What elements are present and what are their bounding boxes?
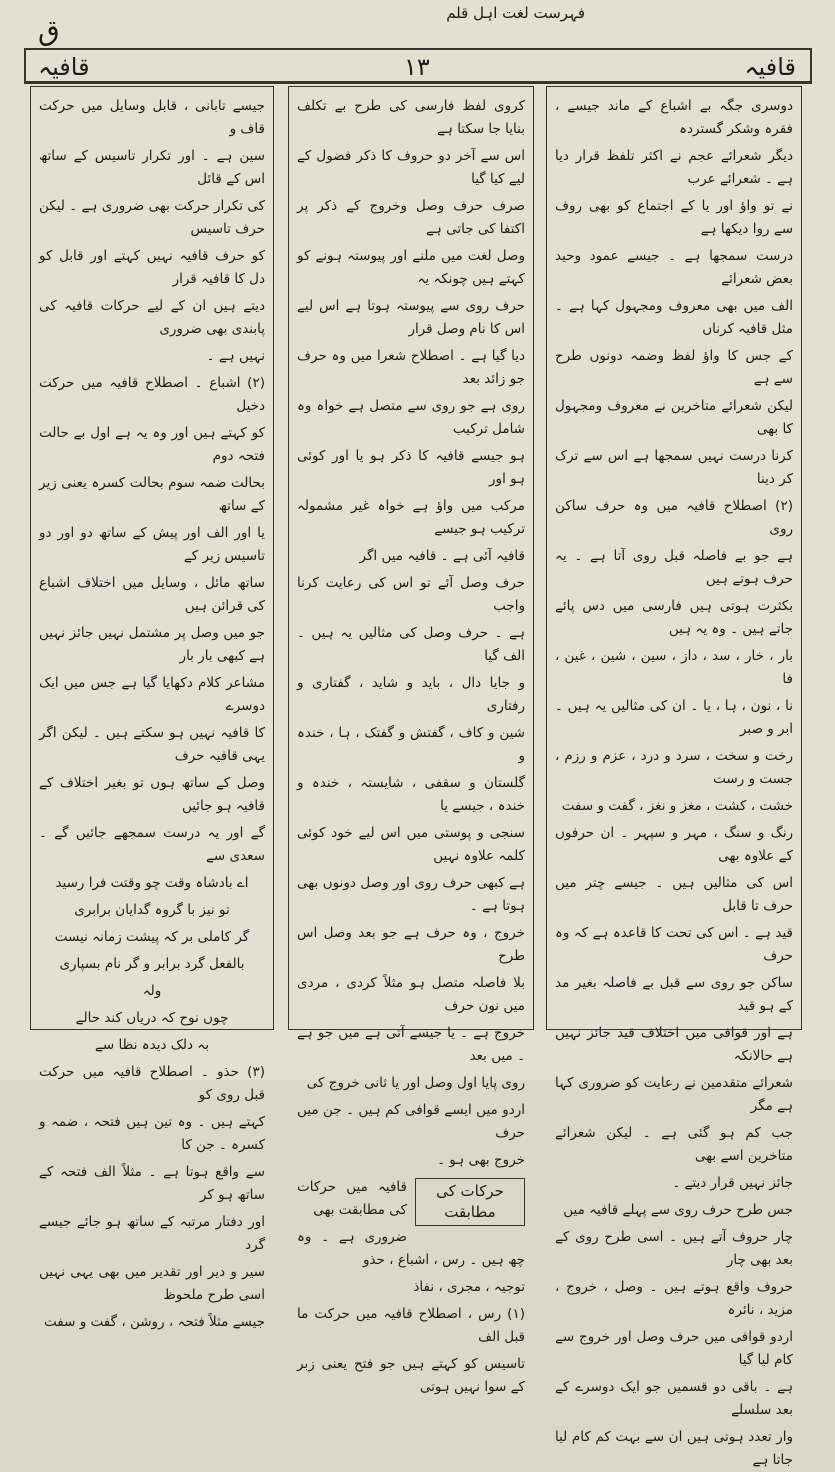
text-line: جس طرح حرف روی سے پہلے قافیہ میں [563, 1202, 793, 1218]
text-line: قید ہے ۔ اس کی تحت کا قاعدہ ہے کہ وہ حرف [555, 925, 793, 964]
page-number: ۱۳ [404, 53, 430, 81]
text-line: (۱) رس ، اصطلاح قافیہ میں حرکت ما قبل الف [297, 1306, 525, 1345]
text-line: قافیہ آئی ہے ۔ قافیہ میں اگر [359, 548, 525, 564]
text-line: تو نیز با گروہ گدایان برابری [74, 902, 230, 918]
text-line: مرکب میں واؤ ہے خواہ غیر مشمولہ ترکیب ہو جیسے [297, 498, 525, 537]
text-line: رخت و سخت ، سرد و درد ، عزم و رزم ، جست و رست [555, 748, 793, 787]
text-line: دیا گیا ہے ۔ اصطلاح شعرا میں وہ حرف جو زائد بعد [297, 348, 525, 387]
text-line: ہے ۔ حرف وصل کی مثالیں یہ ہیں ۔ الف گیا [297, 625, 525, 664]
text-line: ہے اور قوافی میں اختلاف قید جائز نہیں ہے حالانکہ [555, 1025, 793, 1064]
text-line: کو کہتے ہیں اور وہ یہ ہے اول بے حالت فتحہ دوم [39, 425, 265, 464]
text-line: جو میں وصل پر مشتمل نہیں جائز نہیں ہے کبھی بار بار [39, 625, 265, 664]
text-line: بہ دلک دیدہ نظا سے [95, 1037, 209, 1053]
text-line: اس سے آخر دو حروف کا ذکر فضول کے لیے کیا گیا [297, 148, 525, 187]
text-line: بار ، خار ، سد ، داز ، سین ، شین ، غین ، فا [555, 648, 793, 687]
text-line: گلستان و سقفی ، شایستہ ، خندہ و خندہ ، جیسے یا [297, 775, 525, 814]
text-column-right [546, 86, 802, 1468]
header-title-right: قافیہ [744, 53, 796, 81]
text-line: تاسیس کو کہتے ہیں جو فتح یعنی زبر کے سوا نہیں ہوتی [297, 1356, 525, 1395]
text-line: چوں نوح کہ دریاں کند حالے [75, 1010, 229, 1026]
text-line: کروی لفظ فارسی کی طرح بے تکلف بنایا جا سکتا ہے [297, 98, 525, 137]
text-line: توجیہ ، مجری ، نفاذ [413, 1279, 525, 1295]
text-line: نہیں ہے ۔ [206, 348, 265, 364]
text-line: الف میں بھی معروف ومجہول کہا ہے ۔ مثل قافیہ کرناں [555, 298, 793, 337]
text-line: رنگ و سنگ ، مہر و سپہر ۔ ان حرفوں کے علاوہ بھی [555, 825, 793, 864]
text-line: ہے جو بے فاصلہ قبل روی آتا ہے ۔ یہ حرف ہوتے ہیں [555, 548, 793, 587]
text-line: اردو قوافی میں حرف وصل اور خروج سے کام لیا گیا [555, 1329, 793, 1368]
text-line: یا اور الف اور پیش کے ساتھ دو اور دو تاسیس زیر کے [39, 525, 265, 564]
text-line: ہو جیسے قافیہ کا ذکر ہو یا اور کوئی ہو اور [297, 448, 525, 487]
text-line: حروف واقع ہوتے ہیں ۔ وصل ، خروج ، مزید ، نائرہ [555, 1279, 793, 1318]
text-line: ضروری ہے ۔ وہ چھ ہیں ۔ رس ، اشباع ، حذو [297, 1229, 525, 1268]
header-title-left: قافیہ [38, 53, 90, 81]
text-line: درست سمجھا ہے ۔ جیسے عمود وحید بعض شعرائے [555, 248, 793, 287]
text-line: سے واقع ہوتا ہے ۔ مثلاً الف فتحہ کے ساتھ ہو کر [39, 1164, 265, 1203]
text-line: جیسے مثلاً فتحہ ، روشن ، گفت و سفت [44, 1314, 265, 1330]
text-line: دوسری جگہ بے اشباع کے ماند جیسے ، فقرہ وشکر گستردہ [555, 98, 793, 137]
text-line: صرف حرف وصل وخروج کے ذکر پر اکتفا کی جاتی ہے [297, 198, 525, 237]
text-line: اے بادشاہ وقت چو وقتت فرا رسید [55, 875, 249, 891]
corner-letter: ق [38, 14, 60, 47]
text-line: حرف وصل آئے تو اس کی رعایت کرنا واجب [297, 575, 525, 614]
text-line: ساکن جو روی سے قبل بے فاصلہ بغیر مد کے ہو قید [555, 975, 793, 1014]
text-line: کا قافیہ نہیں ہو سکتے ہیں ۔ لیکن اگر یہی قافیہ حرف [39, 725, 265, 764]
text-line: کرنا درست نہیں سمجھا ہے اس سے ترک کر دینا [555, 448, 793, 487]
text-line: شین و کاف ، گفتش و گفتک ، ہا ، خندہ و [297, 725, 525, 764]
text-line: بالفعل گرد برابر و گر نام بسپاری [59, 956, 245, 972]
text-line: کو حرف قافیہ نہیں کہتے اور قابل کو دل کا قافیہ قرار [39, 248, 265, 287]
top-header-note: فہرست لغت اہل قلم [446, 4, 585, 22]
text-line: خروج ہے ۔ یا جیسے آتی ہے میں جو ہے ۔ میں بعد [297, 1025, 525, 1064]
text-line: چار حروف آتے ہیں ۔ اسی طرح روی کے بعد بھی چار [555, 1229, 793, 1268]
text-line: دیتے ہیں ان کے لیے حرکات قافیہ کی پابندی بھی ضروری [39, 298, 265, 337]
text-line: گر کاملی بر کہ پیشت زمانہ نیست [54, 929, 250, 945]
text-line: روی ہے جو روی سے متصل ہے خواہ وہ شامل ترکیب [297, 398, 525, 437]
text-line: سین ہے ۔ اور تکرار تاسیس کے ساتھ اس کے قائل [39, 148, 265, 187]
running-header [24, 48, 812, 84]
text-column-left [30, 86, 274, 1330]
text-line: دیگر شعرائے عجم نے اکثر تلفظ قرار دیا ہے ۔ شعرائے عرب [555, 148, 793, 187]
text-line: کہتے ہیں ۔ وہ تین ہیں فتحہ ، ضمہ و کسرہ ۔ جن کا [39, 1114, 265, 1153]
text-line: قافیہ میں حرکات کی مطابقت بھی [297, 1179, 407, 1218]
text-line: نے تو واؤ اور یا کے اجتماع کو بھی روف سے روا دیکھا ہے [555, 198, 793, 237]
text-line: شعرائے متقدمین نے رعایت کو ضروری کہا ہے مگر [555, 1075, 793, 1114]
text-line: (۲) اشباع ۔ اصطلاح قافیہ میں حرکت دخیل [39, 375, 265, 414]
text-line: روی پایا اول وصل اور یا ثانی خروج کی [306, 1075, 525, 1091]
text-line: سیر و دیر اور تقدیر میں بھی یہی نہیں اسی طرح ملحوظ [39, 1264, 265, 1303]
text-line: ساتھ مائل ، وسایل میں اختلاف اشباع کی قرائن ہیں [39, 575, 265, 614]
text-line: خروج ، وہ حرف ہے جو بعد وصل اس طرح [297, 925, 525, 964]
text-line: سنجی و پوستی میں اس لیے خود کوئی کلمہ علاوہ نہیں [297, 825, 525, 864]
text-column-middle [288, 86, 534, 1395]
text-line: کے جس کا واؤ لفظ وضمہ دونوں طرح سے ہے [555, 348, 793, 387]
text-line: گے اور یہ درست سمجھے جائیں گے ۔ سعدی سے [39, 825, 265, 864]
text-line: بکثرت ہوتی ہیں فارسی میں دس پائے جاتے ہیں ۔ وہ یہ ہیں [555, 598, 793, 637]
text-line: اور دفتار مرتبہ کے ساتھ ہو جائے جیسے گرد [39, 1214, 265, 1253]
text-line: بحالت ضمہ سوم بحالت کسرہ یعنی زیر کے ساتھ [39, 475, 265, 514]
text-line: اردو میں ایسے قوافی کم ہیں ۔ جن میں حرف [297, 1102, 525, 1141]
text-line: خروج بھی ہو ۔ [437, 1152, 525, 1168]
text-line: لیکن شعرائے متاخرین نے معروف ومجہول کا بھی [555, 398, 793, 437]
text-line: جب کم ہو گئی ہے ۔ لیکن شعرائے متاخرین اسے بھی [555, 1125, 793, 1164]
text-line: حرف روی سے پیوستہ ہوتا ہے اس لیے اس کا نام وصل قرار [297, 298, 525, 337]
section-heading-box: حرکات کی مطابقت [415, 1178, 525, 1226]
text-line: ہے ۔ باقی دو قسمیں جو ایک دوسرے کے بعد سلسلے [555, 1379, 793, 1418]
text-line: (۳) حذو ۔ اصطلاح قافیہ میں حرکت قبل روی کو [39, 1064, 265, 1103]
text-line: مشاعر کلام دکھایا گیا ہے جس میں ایک دوسرے [39, 675, 265, 714]
text-line: بلا فاصلہ متصل ہو مثلاً کردی ، مردی میں نون حرف [297, 975, 525, 1014]
text-line: کی تکرار حرکت بھی ضروری ہے ۔ لیکن حرف تاسیس [39, 198, 265, 237]
text-line: نا ، نون ، ہا ، یا ۔ ان کی مثالیں یہ ہیں ۔ ابر و صبر [555, 698, 793, 737]
text-line: وصل لغت میں ملنے اور پیوستہ ہونے کو کہتے ہیں چونکہ یہ [297, 248, 525, 287]
text-line: اس کی مثالیں ہیں ۔ جیسے چتر میں حرف تا قابل [555, 875, 793, 914]
text-line: وصل کے ساتھ ہوں تو بغیر اختلاف کے قافیہ ہو جائیں [39, 775, 265, 814]
text-line: وار تعدد ہوتی ہیں ان سے بہت کم کام لیا جاتا ہے [555, 1429, 793, 1468]
text-line: (۲) اصطلاح قافیہ میں وہ حرف ساکن روی [555, 498, 793, 537]
text-line: جیسے تابانی ، قابل وسایل میں حرکت قاف و [39, 98, 265, 137]
text-line: ولہ [142, 983, 162, 999]
text-line: جائز نہیں قرار دیتے ۔ [672, 1175, 793, 1191]
text-line: خشت ، کشت ، مغز و نغز ، گفت و سفت [561, 798, 793, 814]
text-line: و جایا دال ، باید و شاید ، گفتاری و رفتاری [297, 675, 525, 714]
text-line: ہے کبھی حرف روی اور وصل دونوں بھی ہوتا ہے ۔ [297, 875, 525, 914]
